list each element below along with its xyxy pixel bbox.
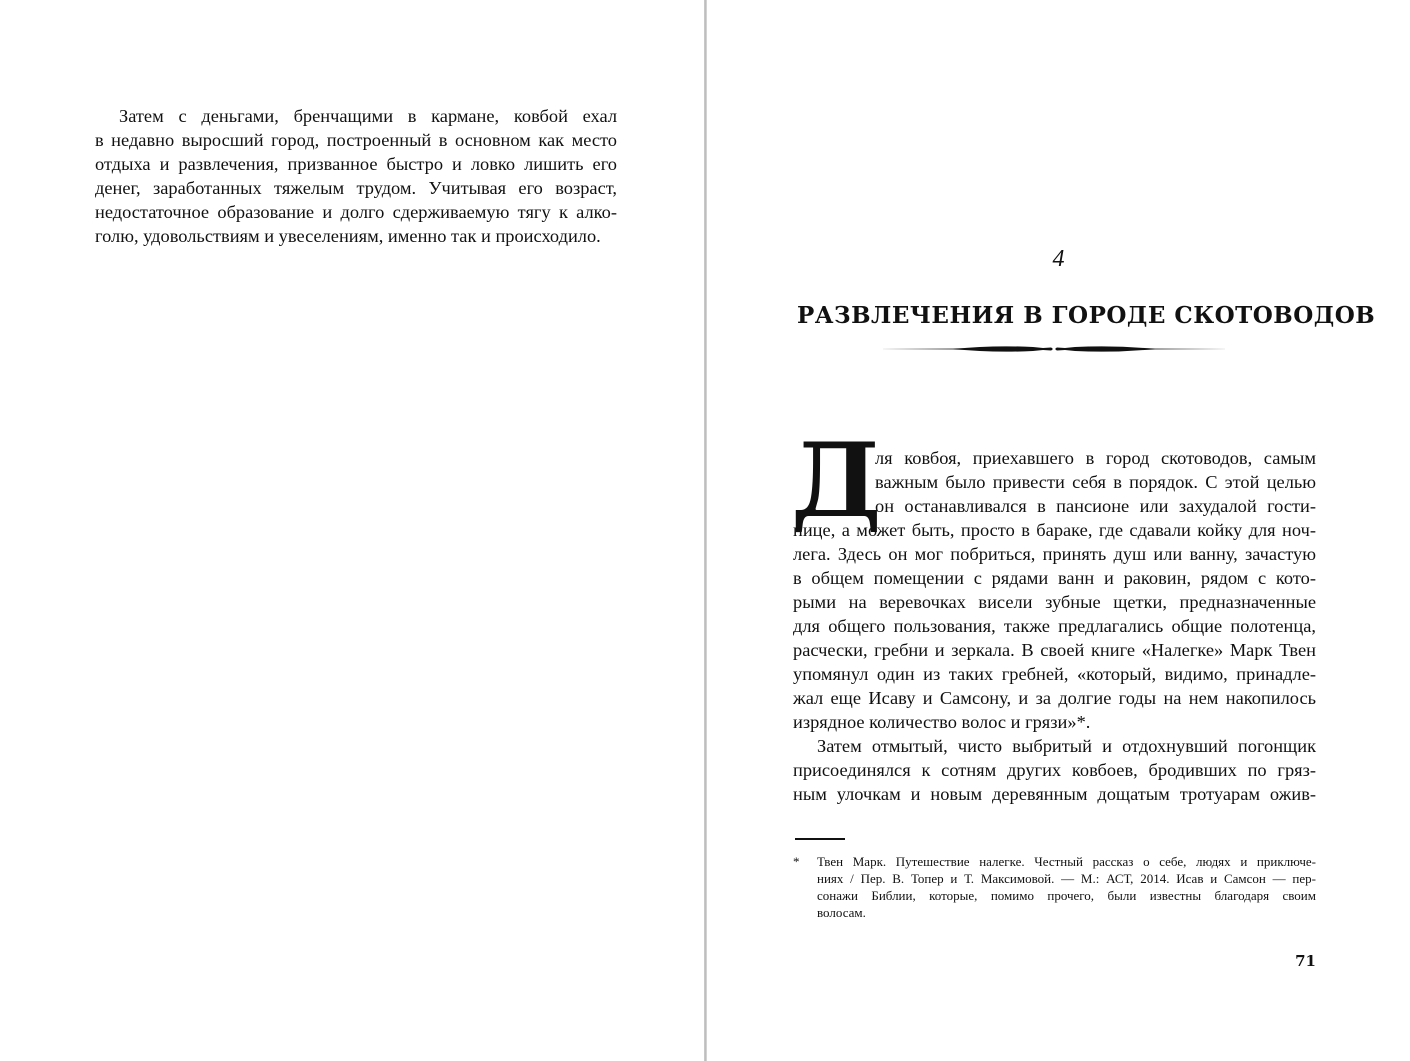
text-line: нице, а может быть, просто в бараке, где сдавали койку для ноч- [793, 520, 1316, 540]
text-line: жал еще Исаву и Самсону, и за долгие годы на нем накопилось [793, 688, 1316, 708]
text-line: в общем помещении с рядами ванн и раковин, рядом с кото- [793, 568, 1316, 588]
footnote-line: Твен Марк. Путешествие налегке. Честный рассказ о себе, людях и приключе- [817, 854, 1316, 869]
text-line: изрядное количество волос и грязи»*. [793, 712, 1091, 732]
left-paragraph [95, 104, 617, 248]
text-line: голю, удовольствиям и увеселениям, именно так и происходило. [95, 226, 601, 246]
text-line: Затем с деньгами, бренчащими в кармане, ковбой ехал [119, 106, 617, 126]
text-line: Затем отмытый, чисто выбритый и отдохнувший погонщик [817, 736, 1316, 756]
text-line: рыми на веревочках висели зубные щетки, предназначенные [793, 592, 1316, 612]
text-line: недостаточное образование и долго сдерживаемую тягу к алко- [95, 202, 617, 222]
chapter-title: РАЗВЛЕЧЕНИЯ В ГОРОДЕ СКОТОВОДОВ [797, 302, 1376, 329]
text-line: в недавно выросший город, построенный в основном как место [95, 130, 617, 150]
text-line: денег, заработанных тяжелым трудом. Учитывая его возраст, [95, 178, 617, 198]
footnote-line: волосам. [817, 905, 866, 920]
text-line: ным улочкам и новым деревянным дощатым тротуарам ожив- [793, 784, 1316, 804]
chapter-number: 4 [1052, 246, 1065, 272]
chapter-body [793, 446, 1316, 806]
text-line: важным было привести себя в порядок. С этой целью [875, 472, 1316, 492]
text-line: для общего пользования, также предлагались общие полотенца, [793, 616, 1316, 636]
drop-cap: Д [791, 421, 882, 541]
footnote-line: ниях / Пер. В. Топер и Т. Максимовой. — М.: АСТ, 2014. Исав и Самсон — пер- [817, 871, 1316, 886]
footnote-text [793, 853, 1316, 921]
text-line: ля ковбоя, приехавшего в город скотоводов, самым [875, 448, 1316, 468]
title-ornament-divider [883, 342, 1225, 356]
text-line: упомянул один из таких гребней, «который, видимо, принадле- [793, 664, 1316, 684]
text-line: присоединялся к сотням других ковбоев, бродивших по гряз- [793, 760, 1316, 780]
footnote-rule [795, 838, 845, 840]
footnote-line: сонажи Библии, которые, помимо прочего, были известны благодаря своим [817, 888, 1316, 903]
text-line: лега. Здесь он мог побриться, принять душ или ванну, зачастую [793, 544, 1316, 564]
text-line: расчески, гребни и зеркала. В своей книге «Налегке» Марк Твен [793, 640, 1316, 660]
footnote [793, 853, 1316, 921]
text-line: отдыха и развлечения, призванное быстро и ловко лишить его [95, 154, 617, 174]
text-line: он останавливался в пансионе или захудалой гости- [875, 496, 1316, 516]
page-number: 71 [1295, 952, 1316, 970]
footnote-mark: * [793, 854, 800, 869]
left-page [0, 0, 704, 1061]
right-page [707, 0, 1410, 1061]
